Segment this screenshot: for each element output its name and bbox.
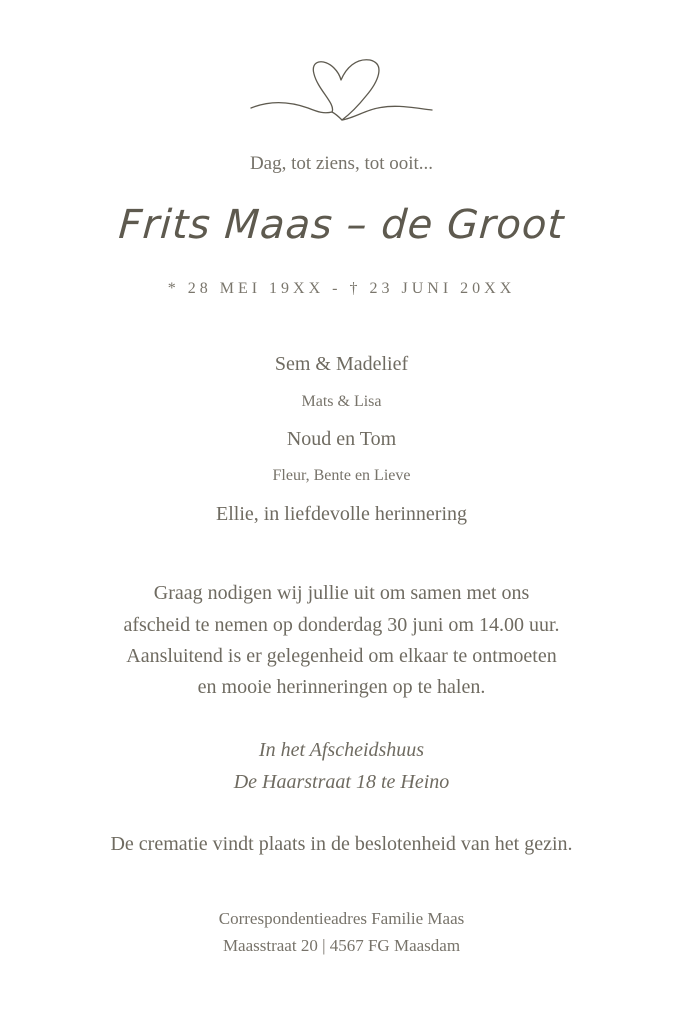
heart-line-icon bbox=[246, 52, 438, 124]
birth-death-dates: * 28 MEI 19XX - † 23 JUNI 20XX bbox=[167, 280, 516, 297]
cremation-note: De crematie vindt plaats in de beslotenheid van het gezin. bbox=[110, 833, 573, 855]
family-line: Noud en Tom bbox=[286, 428, 397, 450]
correspondence-address: Maasstraat 20 | 4567 FG Maasdam bbox=[222, 936, 461, 955]
correspondence-label: Correspondentieadres Familie Maas bbox=[218, 909, 465, 928]
farewell-heading: Dag, tot ziens, tot ooit... bbox=[249, 153, 434, 174]
invitation-line: Graag nodigen wij jullie uit om samen met ons bbox=[153, 582, 530, 604]
venue-name: In het Afscheidshuus bbox=[258, 739, 425, 761]
deceased-name: Frits Maas – de Groot bbox=[117, 202, 566, 248]
invitation-line: en mooie herinneringen op te halen. bbox=[197, 676, 486, 698]
invitation-line: afscheid te nemen op donderdag 30 juni om 14.00 uur. bbox=[123, 614, 560, 636]
venue-address: De Haarstraat 18 te Heino bbox=[233, 771, 450, 793]
family-line: Fleur, Bente en Lieve bbox=[272, 467, 411, 484]
family-line: Mats & Lisa bbox=[301, 393, 382, 410]
invitation-line: Aansluitend is er gelegenheid om elkaar te ontmoeten bbox=[126, 645, 557, 667]
family-line: Sem & Madelief bbox=[274, 353, 409, 375]
family-line: Ellie, in liefdevolle herinnering bbox=[215, 503, 468, 525]
